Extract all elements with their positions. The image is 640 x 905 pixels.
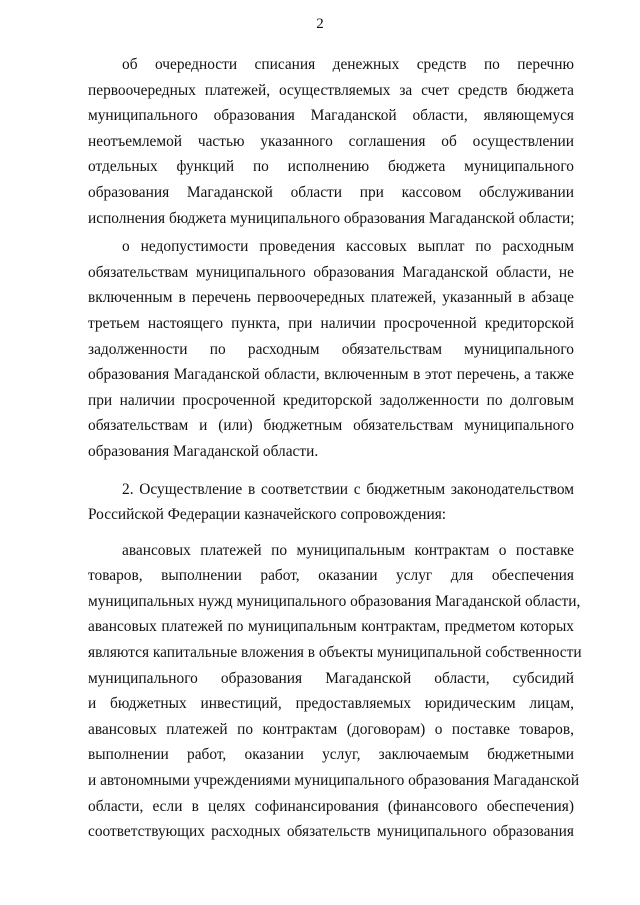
- paragraph-line: и автономными учреждениями муниципального образования Магаданской: [88, 772, 580, 790]
- paragraph-line: задолженности по расходным обязательствам муниципального: [88, 340, 574, 358]
- paragraph-line: неотъемлемой частью указанного соглашения об осуществлении: [88, 132, 574, 150]
- paragraph-inadmissibility-of-payments: [88, 234, 574, 464]
- paragraph-line: образования Магаданской области.: [88, 442, 319, 460]
- paragraph-line: третьем настоящего пункта, при наличии просроченной кредиторской: [88, 314, 574, 332]
- paragraph-line: муниципальных нужд муниципального образования Магаданской области,: [88, 592, 581, 610]
- paragraph-line: включенным в перечень первоочередных платежей, указанный в абзаце: [88, 289, 574, 307]
- paragraph-line: первоочередных платежей, осуществляемых за счет средств бюджета: [88, 81, 574, 99]
- paragraph-line: и бюджетных инвестиций, предоставляемых юридическим лицам,: [88, 695, 574, 713]
- paragraph-line: выполнении работ, оказании услуг, заключаемым бюджетными: [88, 746, 574, 764]
- paragraph-line: при наличии просроченной кредиторской задолженности по долговым: [88, 391, 574, 409]
- paragraph-line: товаров, выполнении работ, оказании услуг для обеспечения: [88, 567, 574, 585]
- paragraph-line: образования Магаданской области при кассовом обслуживании: [88, 183, 574, 201]
- paragraph-line: обязательствам и (или) бюджетным обязательствам муниципального: [88, 417, 574, 435]
- paragraph-line: области, если в целях софинансирования (финансового обеспечения): [88, 797, 574, 815]
- paragraph-line: 2. Осуществление в соответствии с бюджетным законодательством: [122, 480, 574, 498]
- paragraph-line: авансовых платежей по контрактам (договорам) о поставке товаров,: [88, 720, 574, 738]
- paragraph-line: муниципального образования Магаданской области, субсидий: [88, 669, 574, 687]
- paragraph-line: Российской Федерации казначейского сопровождения:: [88, 506, 447, 524]
- paragraph-line: авансовых платежей по муниципальным контрактам о поставке: [122, 541, 574, 559]
- paragraph-line: исполнения бюджета муниципального образования Магаданской области;: [88, 209, 575, 227]
- paragraph-line: об очередности списания денежных средств по перечню: [122, 56, 574, 73]
- paragraph-line: соответствующих расходных обязательств муниципального образования: [88, 823, 574, 841]
- paragraph-sequence-of-debiting: [88, 52, 574, 231]
- paragraph-line: о недопустимости проведения кассовых выплат по расходным: [122, 238, 574, 256]
- paragraph-line: муниципального образования Магаданской области, являющемуся: [88, 107, 574, 125]
- paragraph-line: образования Магаданской области, включенным в этот перечень, а также: [88, 366, 574, 384]
- document-body: [88, 52, 582, 845]
- paragraph-line: обязательствам муниципального образования Магаданской области, не: [88, 263, 574, 281]
- paragraph-item-2-treasury-support: [88, 477, 574, 528]
- paragraph-line: авансовых платежей по муниципальным контрактам, предметом которых: [88, 618, 574, 636]
- paragraph-advance-payments: [88, 538, 582, 845]
- paragraph-line: являются капитальные вложения в объекты муниципальной собственности: [88, 644, 582, 662]
- paragraph-line: отдельных функций по исполнению бюджета муниципального: [88, 158, 574, 176]
- page-number: 2: [316, 16, 324, 32]
